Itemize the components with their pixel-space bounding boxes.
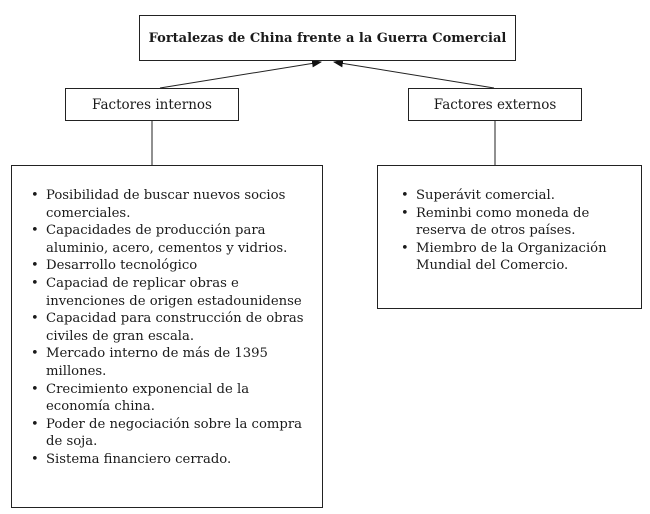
arrow-external-to-title: [334, 62, 494, 88]
internal-factor-item: • Mercado interno de más de 1395 millones.: [46, 345, 314, 380]
internal-factors-list-box: [11, 165, 323, 508]
external-factors-list-box: [377, 165, 642, 309]
diagram-title: Fortalezas de China frente a la Guerra Comercial: [148, 30, 507, 46]
external-factor-item: • Miembro de la Organización Mundial del Comercio.: [416, 240, 633, 275]
internal-factors-label: Factores internos: [92, 96, 212, 113]
internal-factors-list: [12, 166, 322, 469]
internal-factor-item: • Capacidades de producción para aluminio, acero, cementos y vidrios.: [46, 222, 314, 257]
internal-factor-item: • Capaciad de replicar obras e invenciones de origen estadounidense: [46, 275, 314, 310]
arrow-internal-to-title: [160, 62, 321, 88]
internal-factor-item: • Desarrollo tecnológico: [46, 257, 314, 275]
external-factor-item: • Reminbi como moneda de reserva de otros países.: [416, 205, 633, 240]
external-factors-list: [378, 166, 641, 275]
internal-factor-item: • Posibilidad de buscar nuevos socios comerciales.: [46, 187, 314, 222]
external-factor-item: • Superávit comercial.: [416, 187, 633, 205]
internal-factor-item: • Crecimiento exponencial de la economía china.: [46, 381, 314, 416]
internal-factor-item: • Capacidad para construcción de obras civiles de gran escala.: [46, 310, 314, 345]
internal-factor-item: • Poder de negociación sobre la compra de soja.: [46, 416, 314, 451]
external-factors-label: Factores externos: [433, 96, 557, 113]
internal-factors-box: [65, 88, 239, 121]
internal-factor-item: • Sistema financiero cerrado.: [46, 451, 314, 469]
external-factors-box: [408, 88, 582, 121]
title-box: [139, 15, 516, 61]
